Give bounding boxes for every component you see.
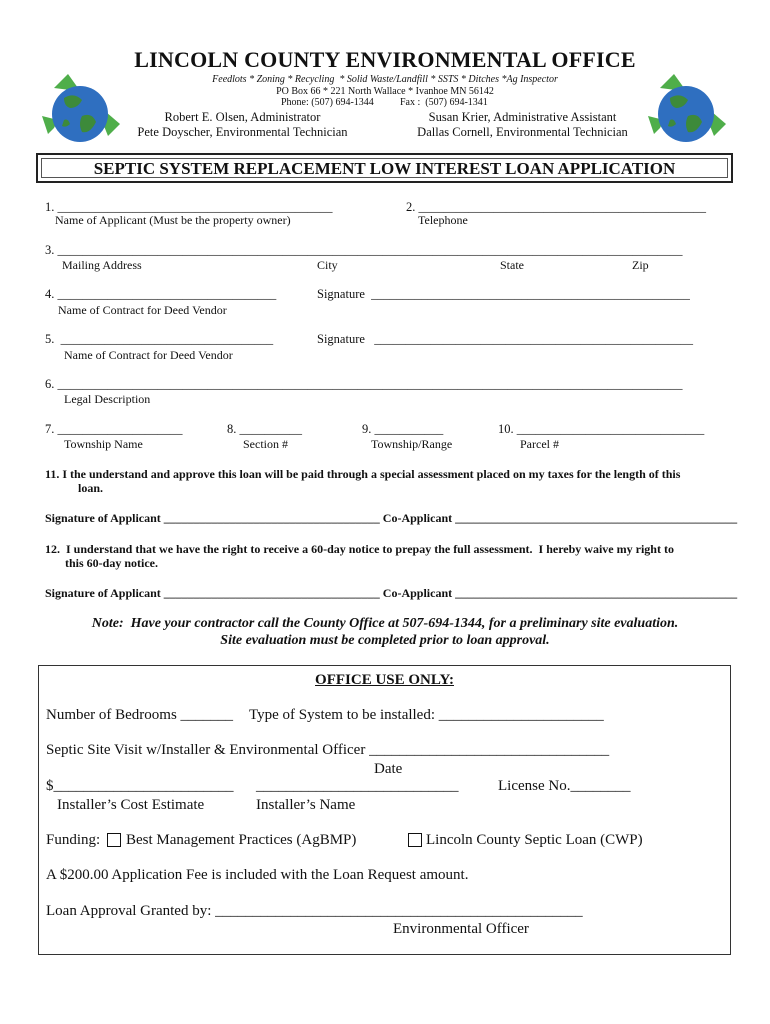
label-township-range: Township/Range bbox=[371, 437, 453, 451]
label-city: City bbox=[317, 258, 338, 272]
statement-12-cont: this 60-day notice. bbox=[65, 556, 158, 570]
label-vendor-2: Name of Contract for Deed Vendor bbox=[64, 348, 233, 362]
staff-administrator: Robert E. Olsen, Administrator bbox=[164, 110, 321, 124]
label-installer-name: Installer’s Name bbox=[256, 797, 356, 813]
field-system-type[interactable]: Type of System to be installed: ______________________ bbox=[249, 707, 604, 723]
label-cwp: Lincoln County Septic Loan (CWP) bbox=[426, 832, 643, 848]
statement-11: 11. I the understand and approve this loan will be paid through a special assessment placed on my taxes for the length of this bbox=[45, 467, 681, 481]
note-line-2: Site evaluation must be completed prior to loan approval. bbox=[220, 633, 550, 648]
field-site-visit[interactable]: Septic Site Visit w/Installer & Environmental Officer ________________________________ bbox=[46, 742, 610, 758]
form-title: SEPTIC SYSTEM REPLACEMENT LOW INTEREST LOAN APPLICATION bbox=[93, 159, 676, 178]
office-use-heading: OFFICE USE ONLY: bbox=[315, 672, 454, 688]
statement-12: 12. I understand that we have the right to receive a 60-day notice to prepay the full assessment. I hereby waive my right to bbox=[45, 542, 674, 556]
field-cost-estimate[interactable]: $________________________ bbox=[46, 778, 234, 794]
label-parcel: Parcel # bbox=[520, 437, 559, 451]
label-vendor-1: Name of Contract for Deed Vendor bbox=[58, 303, 227, 317]
signature-line-2[interactable]: Signature of Applicant ____________________________________ Co-Applicant _______________________________________________ bbox=[45, 586, 738, 600]
field-applicant-name[interactable]: 1. ____________________________________________ bbox=[45, 200, 333, 214]
form-title-banner bbox=[36, 153, 733, 183]
label-date: Date bbox=[374, 761, 403, 777]
label-environmental-officer: Environmental Officer bbox=[393, 921, 529, 937]
statement-11-cont: loan. bbox=[78, 481, 104, 495]
field-installer-name[interactable]: ___________________________ bbox=[256, 778, 459, 794]
services-line: Feedlots * Zoning * Recycling * Solid Waste/Landfill * SSTS * Ditches *Ag Inspector bbox=[212, 74, 558, 85]
field-license[interactable]: License No.________ bbox=[498, 778, 631, 794]
fax-line: Fax : (507) 694-1341 bbox=[400, 97, 488, 108]
phone-line: Phone: (507) 694-1344 bbox=[281, 97, 374, 108]
label-telephone: Telephone bbox=[418, 213, 468, 227]
fee-text: A $200.00 Application Fee is included with the Loan Request amount. bbox=[46, 867, 469, 883]
field-parcel[interactable]: 10. ______________________________ bbox=[498, 422, 705, 436]
label-township-name: Township Name bbox=[64, 437, 143, 451]
signature-line-1[interactable]: Signature of Applicant ____________________________________ Co-Applicant _______________________________________________ bbox=[45, 511, 738, 525]
field-mailing-address[interactable]: 3. ____________________________________________________________________________________________________ bbox=[45, 243, 683, 257]
field-section[interactable]: 8. __________ bbox=[227, 422, 302, 436]
field-vendor-1[interactable]: 4. ___________________________________ bbox=[45, 287, 277, 301]
label-mailing-address: Mailing Address bbox=[62, 258, 142, 272]
label-zip: Zip bbox=[632, 258, 649, 272]
field-loan-approval[interactable]: Loan Approval Granted by: _________________________________________________ bbox=[46, 903, 583, 919]
field-telephone[interactable]: 2. ______________________________________________ bbox=[406, 200, 706, 214]
field-vendor-2[interactable]: 5. __________________________________ bbox=[45, 332, 274, 346]
label-applicant-name: Name of Applicant (Must be the property owner) bbox=[55, 213, 291, 227]
checkbox-agbmp[interactable] bbox=[107, 833, 121, 847]
label-funding: Funding: bbox=[46, 832, 101, 848]
field-township-name[interactable]: 7. ____________________ bbox=[45, 422, 183, 436]
staff-technician-right: Dallas Cornell, Environmental Technician bbox=[417, 125, 628, 139]
office-title: LINCOLN COUNTY ENVIRONMENTAL OFFICE bbox=[134, 47, 636, 72]
address-line: PO Box 66 * 221 North Wallace * Ivanhoe MN 56142 bbox=[276, 86, 494, 97]
staff-assistant: Susan Krier, Administrative Assistant bbox=[428, 110, 617, 124]
field-bedrooms[interactable]: Number of Bedrooms _______ bbox=[46, 707, 234, 723]
checkbox-cwp[interactable] bbox=[408, 833, 422, 847]
label-agbmp: Best Management Practices (AgBMP) bbox=[126, 832, 357, 848]
label-section: Section # bbox=[243, 437, 288, 451]
field-vendor-2-signature[interactable]: Signature ___________________________________________________ bbox=[317, 332, 694, 346]
field-legal-description[interactable]: 6. ____________________________________________________________________________________________________ bbox=[45, 377, 683, 391]
label-state: State bbox=[500, 258, 524, 272]
field-township-range[interactable]: 9. ___________ bbox=[362, 422, 444, 436]
staff-technician-left: Pete Doyscher, Environmental Technician bbox=[137, 125, 348, 139]
note-line-1: Note: Have your contractor call the County Office at 507-694-1344, for a preliminary site evaluation. bbox=[91, 616, 679, 631]
label-legal-description: Legal Description bbox=[64, 392, 151, 406]
label-cost-estimate: Installer’s Cost Estimate bbox=[57, 797, 205, 813]
field-vendor-1-signature[interactable]: Signature ___________________________________________________ bbox=[317, 287, 690, 301]
